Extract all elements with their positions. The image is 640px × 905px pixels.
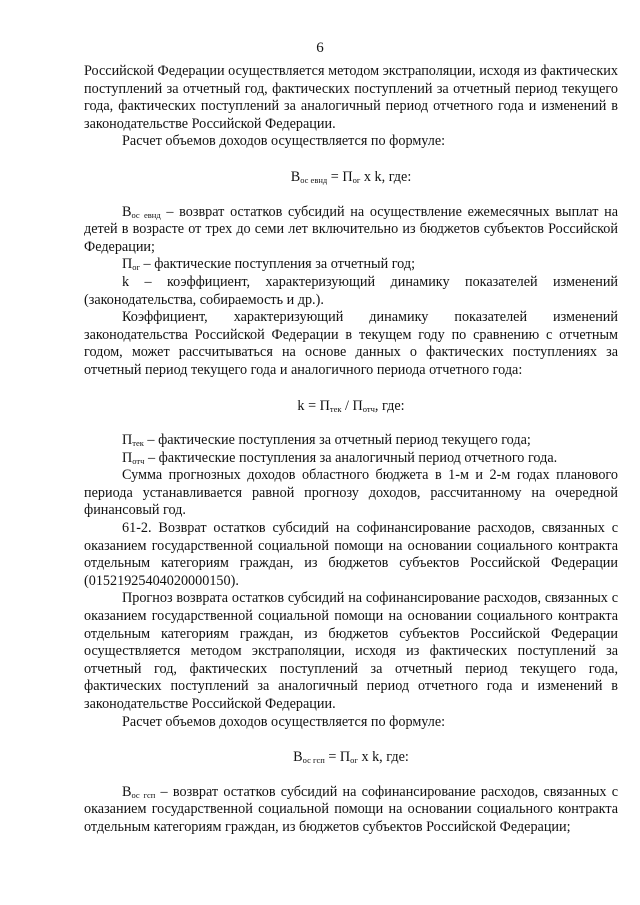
formula-text: = П: [327, 168, 353, 185]
definition-symbol: П: [122, 449, 133, 466]
document-body: [84, 63, 618, 837]
definition-symbol: П: [122, 256, 133, 273]
formula-subscript: тек: [329, 403, 342, 414]
definition-subscript: тек: [132, 438, 144, 449]
paragraph-formula-intro: Расчет объемов доходов осуществляется по формуле:: [122, 133, 446, 150]
formula-vos-gsp: [84, 749, 618, 767]
formula-k: [84, 398, 618, 416]
definition-symbol: В: [122, 203, 132, 220]
definition-text: – фактические поступления за отчетный год;: [140, 256, 416, 273]
paragraph-extrapolation-method: Российской Федерации осуществляется методом экстраполяции, исходя из фактических поступлений за отчетный год, фактических поступлений за отчетный период текущего года, фактических поступлений за аналогичный период отчетного года и изменений в законодательстве Российской Федерации.: [84, 63, 618, 132]
formula-vos-evnd: [84, 169, 618, 187]
formula-text: x k, где:: [360, 168, 412, 185]
definition-vos-evnd: [84, 204, 618, 257]
definition-text: – фактические поступления за аналогичный период отчетного года.: [144, 449, 558, 466]
definition-text: – возврат остатков субсидий на софинансирование расходов, связанных с оказанием государственной социальной помощи на основании социального контракта отдельным категориям граждан, из бюджетов субъектов Российской Федерации;: [84, 783, 618, 835]
paragraph-formula-intro-2: Расчет объемов доходов осуществляется по формуле:: [122, 713, 446, 730]
definition-potch: [84, 450, 618, 468]
formula-subscript: отч: [362, 403, 375, 414]
definition-symbol: В: [122, 783, 132, 800]
formula-subscript: ог: [350, 755, 358, 766]
definition-symbol: П: [122, 432, 133, 449]
formula-text: / П: [341, 397, 363, 414]
definition-subscript: ог: [132, 262, 140, 273]
definition-subscript: отч: [132, 455, 145, 466]
definition-text: – фактические поступления за отчетный период текущего года;: [143, 432, 531, 449]
definition-text: – возврат остатков субсидий на осуществление ежемесячных выплат на детей в возрасте от трех до семи лет включительно из бюджетов субъектов Российской Федерации;: [84, 203, 618, 255]
formula-text: = П: [324, 749, 351, 766]
section-61-2-heading: 61-2. Возврат остатков субсидий на софинансирование расходов, связанных с оказанием государственной социальной помощи на основании социального контракта отдельным категориям граждан, из бюджетов субъектов Российской Федерации (01521925404020000150).: [84, 520, 618, 589]
formula-text: , где:: [374, 397, 405, 414]
definition-k: k – коэффициент, характеризующий динамику показателей изменений (законодательства, собираемость и др.).: [84, 273, 618, 308]
formula-symbol: В: [290, 168, 301, 185]
formula-subscript: ос евнд: [300, 174, 328, 185]
definition-pog: [84, 256, 618, 274]
definition-vos-gsp: [84, 784, 618, 837]
formula-subscript: ос гсп: [302, 755, 325, 766]
paragraph-forecast-return: Прогноз возврата остатков субсидий на софинансирование расходов, связанных с оказанием государственной социальной помощи на основании социального контракта отдельным категориям граждан, из бюджетов субъектов Российской Федерации осуществляется методом экстраполяции, исходя из фактических поступлений за отчетный год, фактических поступлений за отчетный период текущего года, фактических поступлений за аналогичный период отчетного года и изменений в законодательстве Российской Федерации.: [84, 590, 618, 712]
formula-subscript: ог: [352, 174, 361, 185]
definition-ptek: [84, 432, 618, 450]
definition-subscript: ос гсп: [131, 789, 156, 800]
page-number: 6: [316, 40, 324, 56]
paragraph-planning-period: Сумма прогнозных доходов областного бюджета в 1-м и 2-м годах планового периода устанавливается равной прогнозу доходов, рассчитанному на очередной финансовый год.: [84, 467, 618, 519]
formula-symbol: В: [293, 749, 303, 766]
formula-text: x k, где:: [357, 749, 409, 766]
paragraph-coefficient: Коэффициент, характеризующий динамику показателей изменений законодательства Российской Федерации в текущем году по сравнению с отчетным годом, может рассчитываться на основе данных о фактических поступлениях за отчетный период текущего года и аналогичного периода отчетного года:: [84, 309, 618, 378]
definition-subscript: ос евнд: [131, 209, 161, 220]
formula-text: k = П: [297, 397, 330, 414]
